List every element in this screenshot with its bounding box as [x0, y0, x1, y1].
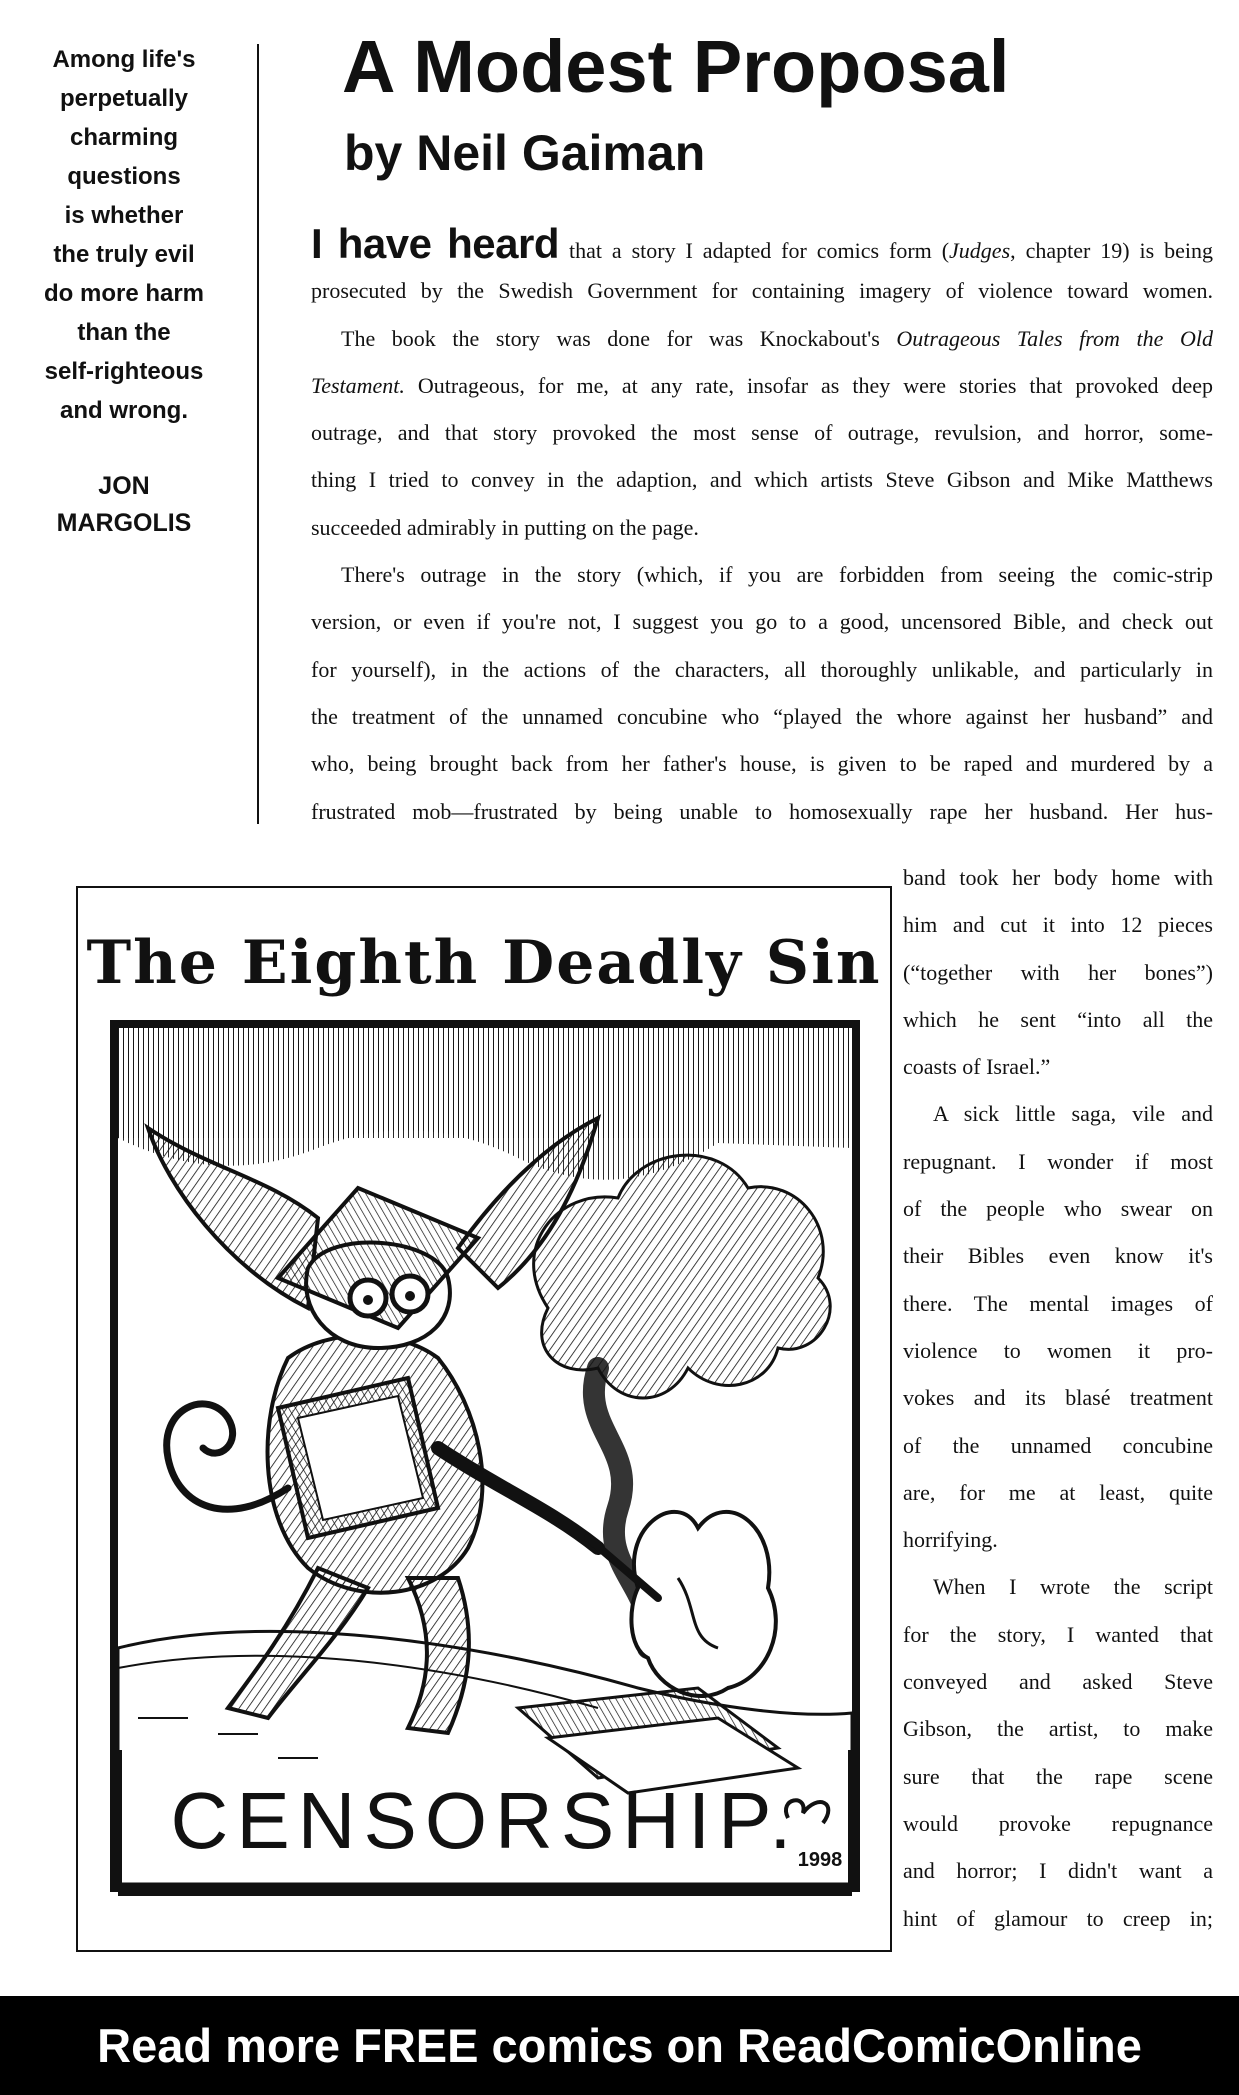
text-line: thing I tried to convey in the adaption, and which artists Steve Gibson and Mike Matthews: [311, 467, 1213, 493]
text-line: succeeded admirably in putting on the page.: [311, 514, 699, 540]
text-line: hint of glamour to creep in;: [903, 1905, 1213, 1931]
article-body-narrow: [903, 854, 1213, 1942]
text-line: conveyed and asked Steve: [903, 1669, 1213, 1695]
text-line: (“together with her bones”): [903, 959, 1213, 985]
text-line: repugnant. I wonder if most: [903, 1148, 1213, 1174]
text-span: Outrageous, for me, at any rate, insofar as they were stories that provoked deep: [404, 372, 1213, 398]
text-line: sure that the rape scene: [903, 1763, 1213, 1789]
quote-line: charming: [69, 124, 179, 151]
text-line: for the story, I wanted that: [903, 1621, 1213, 1647]
sidebar-quote: [24, 40, 224, 430]
sidebar-divider: [257, 44, 259, 824]
text-line: [311, 362, 1213, 409]
text-line: him and cut it into 12 pieces: [903, 912, 1213, 938]
text-line: vokes and its blasé treatment: [903, 1385, 1213, 1411]
text-line: [311, 220, 1213, 267]
text-line: coasts of Israel.”: [903, 1054, 1051, 1080]
text-line: horrifying.: [903, 1527, 998, 1553]
text-line: [311, 315, 1213, 362]
italic-title: Judges: [949, 238, 1011, 263]
italic-title: Outrageous Tales from the Old: [896, 325, 1213, 351]
text-span: The book the story was done for was Knockabout's: [341, 325, 897, 351]
illustration-caption: CENSORSHIP.: [170, 1776, 800, 1865]
text-span: , chapter 19) is being: [1010, 238, 1214, 263]
text-line: There's outrage in the story (which, if you are forbidden from seeing the comic-strip: [341, 562, 1213, 588]
text-line: are, for me at least, quite: [903, 1479, 1213, 1505]
quote-line: than the: [77, 319, 171, 346]
text-line: outrage, and that story provoked the most sense of outrage, revulsion, and horror, some-: [311, 420, 1213, 446]
fire: [631, 1512, 775, 1696]
text-line: of the unnamed concubine: [903, 1432, 1213, 1458]
text-line: violence to women it pro-: [903, 1337, 1213, 1363]
quote-line: and wrong.: [60, 397, 188, 424]
text-line: for yourself), in the actions of the characters, all thoroughly unlikable, and particularly in: [311, 656, 1213, 682]
article-body-wide: [311, 220, 1213, 835]
text-line: and horror; I didn't want a: [903, 1858, 1213, 1884]
footer-banner[interactable]: Read more FREE comics on ReadComicOnline: [0, 1996, 1239, 2095]
text-line: would provoke repugnance: [903, 1810, 1213, 1836]
text-line: prosecuted by the Swedish Government for containing imagery of violence toward women.: [311, 278, 1213, 304]
quote-line: Among life's: [52, 46, 196, 73]
smoke-cloud: [534, 1155, 831, 1398]
article-title: A Modest Proposal: [342, 25, 1010, 108]
text-line: band took her body home with: [903, 865, 1213, 890]
article-byline: by Neil Gaiman: [344, 125, 706, 181]
text-line: When I wrote the script: [933, 1574, 1213, 1600]
text-span: that a story I adapted for comics form (: [568, 238, 950, 263]
author-first-name: JON: [98, 472, 150, 500]
text-line: of the people who swear on: [903, 1196, 1213, 1222]
illustration-title: The Eighth Deadly Sin: [86, 928, 882, 998]
lead-in: I have heard: [311, 220, 559, 267]
illustration-eighth-deadly-sin: [76, 886, 892, 1952]
author-last-name: MARGOLIS: [56, 509, 192, 537]
quote-line: self-righteous: [44, 358, 204, 385]
text-line: who, being brought back from her father's house, is given to be raped and murdered by a: [311, 751, 1213, 777]
quote-line: perpetually: [59, 85, 189, 112]
text-line: there. The mental images of: [903, 1290, 1213, 1316]
text-line: their Bibles even know it's: [903, 1243, 1213, 1269]
quote-line: is whether: [64, 202, 184, 229]
text-line: the treatment of the unnamed concubine who “played the whore against her husband” and: [311, 703, 1213, 729]
signature-year: 1998: [797, 1849, 843, 1871]
quote-line: questions: [67, 163, 181, 190]
quote-line: the truly evil: [53, 241, 195, 268]
text-line: frustrated mob—frustrated by being unable to homosexually rape her husband. Her hus-: [311, 798, 1213, 824]
text-line: which he sent “into all the: [903, 1006, 1213, 1032]
text-line: A sick little saga, vile and: [933, 1101, 1213, 1127]
quote-author: [24, 468, 224, 542]
italic-title: Testament.: [311, 372, 405, 398]
text-line: Gibson, the artist, to make: [903, 1716, 1213, 1742]
quote-line: do more harm: [43, 280, 205, 307]
text-line: version, or even if you're not, I suggest you go to a good, uncensored Bible, and check out: [311, 609, 1213, 635]
